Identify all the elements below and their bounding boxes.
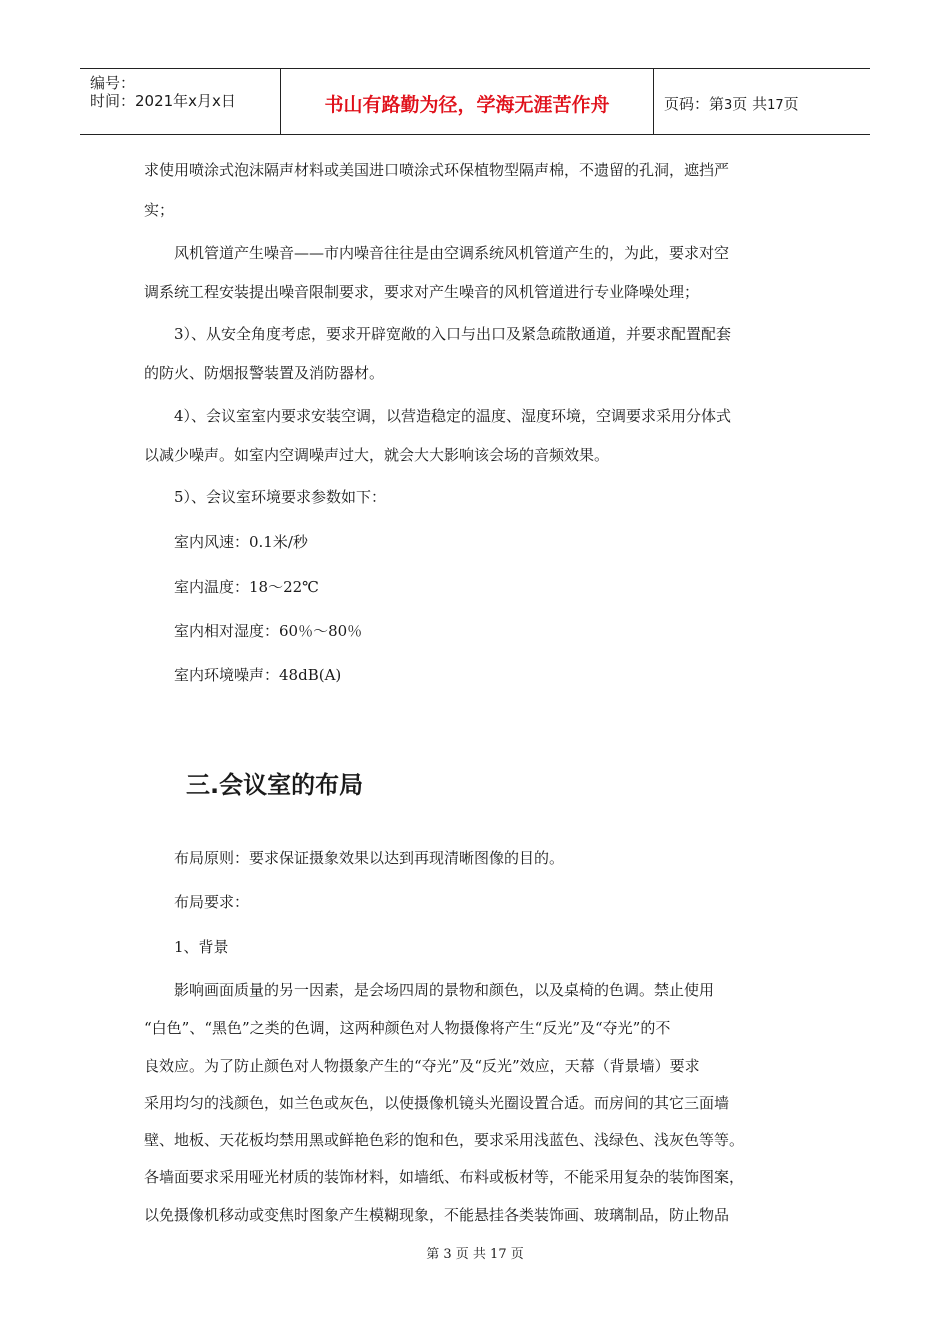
section-line: 壁、地板、天花板均禁用黑或鲜艳色彩的饱和色，要求采用浅蓝色、浅绿色、浅灰色等等。 (144, 1131, 745, 1149)
body-line: 5）、会议室环境要求参数如下： (144, 488, 387, 506)
header-page-cell (654, 69, 870, 134)
section-line: 良效应。为了防止颜色对人物摄象产生的“夺光”及“反光”效应，天幕（背景墙）要求 (144, 1057, 700, 1075)
section-line: 布局原则：要求保证摄象效果以达到再现清晰图像的目的。 (144, 849, 565, 867)
header-meta-cell (80, 69, 281, 134)
body-line: 求使用喷涂式泡沫隔声材料或美国进口喷涂式环保植物型隔声棉，不遗留的孔洞，遮挡严 (144, 161, 730, 179)
body-line: 3）、从安全角度考虑，要求开辟宽敞的入口与出口及紧急疏散通道，并要求配置配套 (144, 325, 732, 343)
section-line: 1、背景 (144, 938, 229, 956)
body-line: 的防火、防烟报警装置及消防器材。 (144, 364, 385, 382)
body-line: 4）、会议室室内要求安装空调，以营造稳定的温度、湿度环境，空调要求采用分体式 (144, 407, 732, 425)
page-code-mid: 页 共 (732, 95, 768, 113)
motto-text: 书山有路勤为径，学海无涯苦作舟 (324, 94, 610, 116)
section-heading: 三.会议室的布局 (186, 771, 364, 799)
document-date: 时间：2021年x月x日 (90, 92, 236, 110)
header-motto-cell (281, 69, 654, 134)
document-number-label: 编号： (90, 74, 136, 92)
page-code (664, 94, 799, 116)
body-line: 风机管道产生噪音——市内噪音往往是由空调系统风机管道产生的，为此，要求对空 (144, 244, 730, 262)
section-line: 布局要求： (144, 893, 250, 911)
env-param-humidity: 室内相对湿度：60％～80％ (144, 622, 363, 640)
section-line: 以免摄像机移动或变焦时图象产生模糊现象，不能悬挂各类装饰画、玻璃制品，防止物品 (144, 1206, 730, 1224)
body-line: 实； (144, 201, 175, 219)
page-footer: 第 3 页 共 17 页 (426, 1247, 524, 1262)
env-param-wind-speed: 室内风速：0.1米/秒 (144, 533, 308, 551)
document-header (80, 68, 870, 135)
env-param-temperature: 室内温度：18～22℃ (144, 578, 319, 596)
page-code-current: 3 (724, 98, 733, 113)
section-line: 采用均匀的浅颜色，如兰色或灰色，以使摄像机镜头光圈设置合适。而房间的其它三面墙 (144, 1094, 730, 1112)
env-param-noise: 室内环境噪声：48dB(A) (144, 666, 342, 684)
page-code-suffix: 页 (783, 95, 799, 113)
section-line: 各墙面要求采用哑光材质的装饰材料，如墙纸、布料或板材等，不能采用复杂的装饰图案， (144, 1168, 745, 1186)
page-code-prefix: 页码：第 (664, 95, 725, 113)
body-line: 以减少噪声。如室内空调噪声过大，就会大大影响该会场的音频效果。 (144, 446, 610, 464)
section-line: “白色”、“黑色”之类的色调，这两种颜色对人物摄像将产生“反光”及“夺光”的不 (144, 1019, 671, 1037)
page-code-total: 17 (767, 98, 784, 113)
section-line: 影响画面质量的另一因素，是会场四周的景物和颜色，以及桌椅的色调。禁止使用 (144, 981, 715, 999)
body-line: 调系统工程安装提出噪音限制要求，要求对产生噪音的风机管道进行专业降噪处理； (144, 283, 700, 301)
